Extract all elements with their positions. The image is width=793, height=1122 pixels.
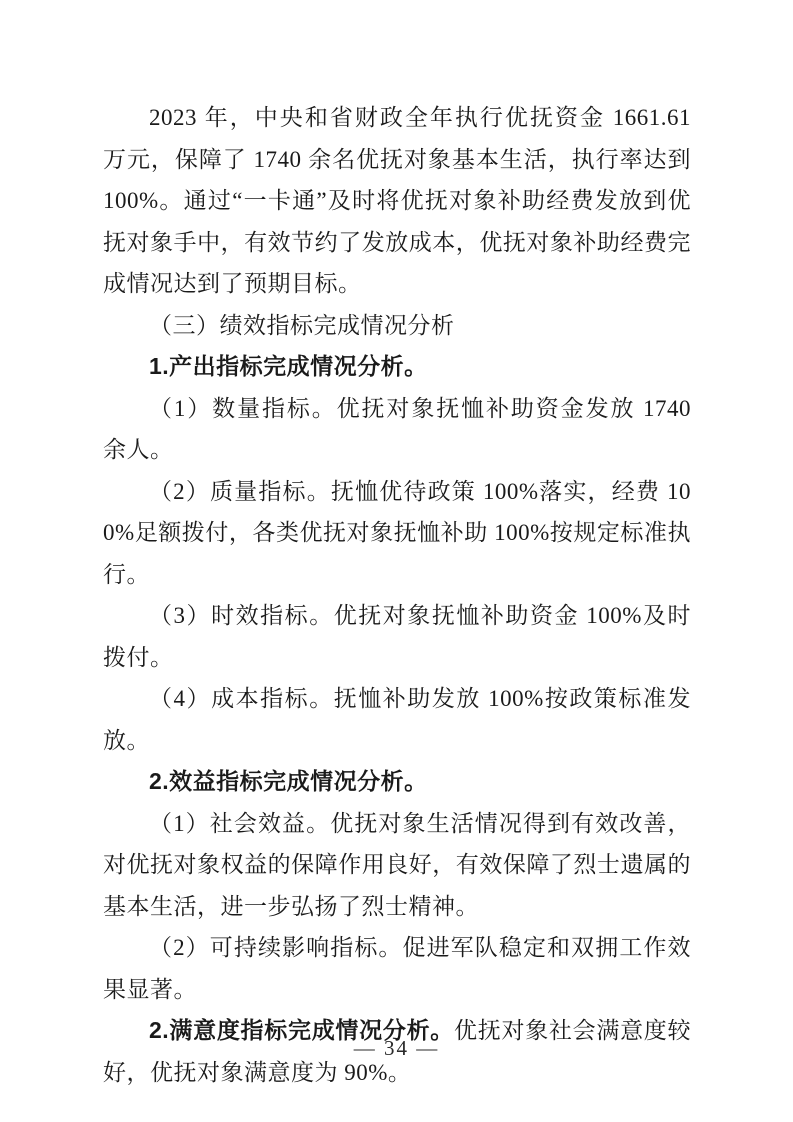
paragraph-quality-indicator: （2）质量指标。抚恤优待政策 100%落实，经费 100%足额拨付，各类优抚对象抚恤补助 100%按规定标准执行。: [103, 478, 691, 587]
heading-output-indicators: 1.产出指标完成情况分析。: [149, 353, 428, 379]
page-number: — 34 —: [353, 1036, 440, 1060]
paragraph-timeliness-indicator: （3）时效指标。优抚对象抚恤补助资金 100%及时拨付。: [103, 603, 691, 670]
satisfaction-body-text: 优抚对象社会满意度较好，优抚对象满意度为 90%。: [103, 1018, 691, 1085]
paragraph-budget-execution: 2023 年，中央和省财政全年执行优抚资金 1661.61 万元，保障了 1740 余名优抚对象基本生活，执行率达到 100%。通过“一卡通”及时将优抚对象补助经费发放到优抚对象手中，有效节约了发放成本，优抚对象补助经费完成情况达到了预期目标。: [103, 105, 691, 296]
document-body: [103, 97, 691, 1093]
paragraph-sustainability-indicator: （2）可持续影响指标。促进军队稳定和双拥工作效果显著。: [103, 935, 691, 1002]
section-heading-performance-analysis: （三）绩效指标完成情况分析: [149, 312, 455, 338]
paragraph-cost-indicator: （4）成本指标。抚恤补助发放 100%按政策标准发放。: [103, 686, 691, 753]
heading-satisfaction-inline: 2.满意度指标完成情况分析。: [149, 1017, 455, 1043]
heading-benefit-indicators: 2.效益指标完成情况分析。: [149, 768, 428, 794]
paragraph-quantity-indicator: （1）数量指标。优抚对象抚恤补助资金发放 1740 余人。: [103, 395, 691, 462]
paragraph-social-benefit: （1）社会效益。优抚对象生活情况得到有效改善，对优抚对象权益的保障作用良好，有效保障了烈士遗属的基本生活，进一步弘扬了烈士精神。: [103, 810, 691, 919]
